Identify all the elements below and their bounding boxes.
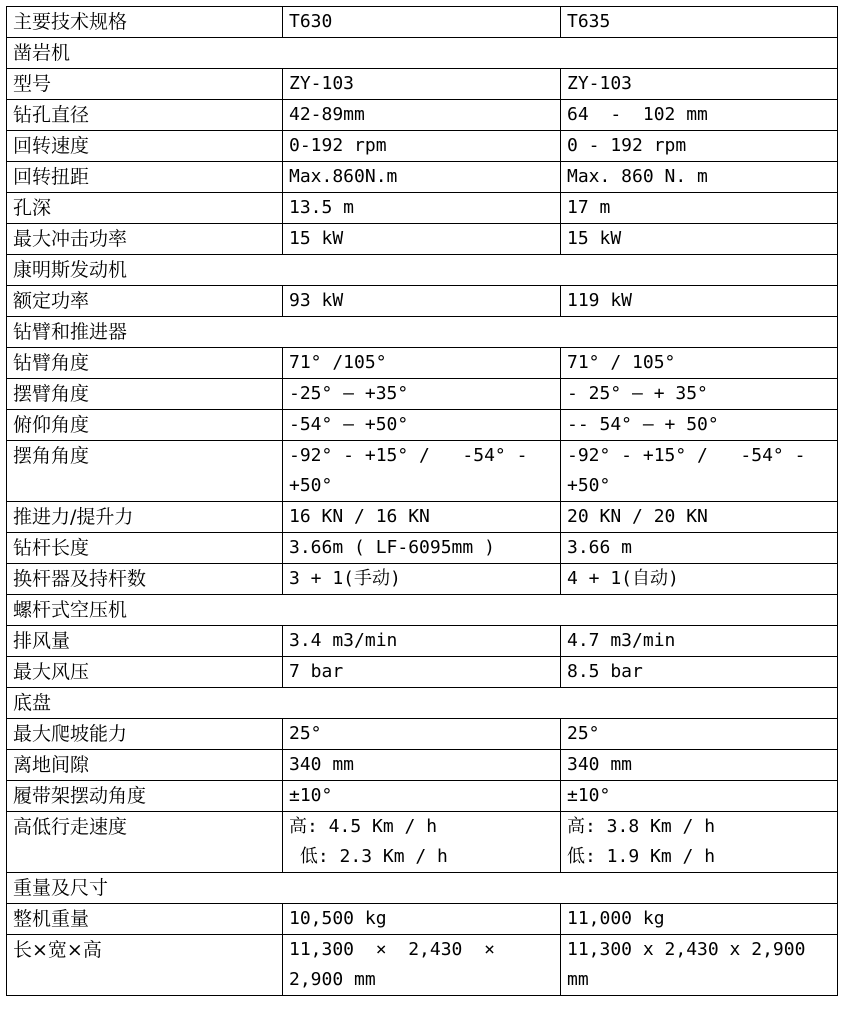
row-label: 型号 [7, 69, 283, 100]
row-label: 高低行走速度 [7, 812, 283, 873]
value-t630: 3.4 m3/min [283, 626, 561, 657]
row-label: 履带架摆动角度 [7, 781, 283, 812]
table-row [7, 564, 838, 595]
row-label: 钻臂角度 [7, 348, 283, 379]
value-t635: ±10° [561, 781, 838, 812]
table-row [7, 750, 838, 781]
header-row [7, 7, 838, 38]
table-row [7, 719, 838, 750]
value-t635: 4 + 1(自动) [561, 564, 838, 595]
row-label: 长×宽×高 [7, 935, 283, 996]
value-t635: -92° - +15° / -54° - +50° [561, 441, 838, 502]
row-label: 额定功率 [7, 286, 283, 317]
table-row [7, 657, 838, 688]
value-t630: 11,300 × 2,430 × 2,900 mm [283, 935, 561, 996]
value-t630: 16 KN / 16 KN [283, 502, 561, 533]
row-label: 整机重量 [7, 904, 283, 935]
section-title: 重量及尺寸 [7, 873, 838, 904]
table-row [7, 162, 838, 193]
table-row [7, 193, 838, 224]
value-t630: 15 kW [283, 224, 561, 255]
section-header [7, 255, 838, 286]
row-label: 离地间隙 [7, 750, 283, 781]
value-t635: 17 m [561, 193, 838, 224]
value-t635: 8.5 bar [561, 657, 838, 688]
value-t630: 13.5 m [283, 193, 561, 224]
value-t630: Max.860N.m [283, 162, 561, 193]
section-header [7, 688, 838, 719]
value-t630: 340 mm [283, 750, 561, 781]
value-t635: 0 - 192 rpm [561, 131, 838, 162]
table-row [7, 533, 838, 564]
value-t635: ZY-103 [561, 69, 838, 100]
row-label: 钻孔直径 [7, 100, 283, 131]
value-t635: -- 54° — + 50° [561, 410, 838, 441]
row-label: 回转扭距 [7, 162, 283, 193]
row-label: 摆角角度 [7, 441, 283, 502]
value-t635: 25° [561, 719, 838, 750]
value-t630: 3.66m ( LF-6095mm ) [283, 533, 561, 564]
value-t630: -92° - +15° / -54° - +50° [283, 441, 561, 502]
model-t635: T635 [561, 7, 838, 38]
value-t630: 93 kW [283, 286, 561, 317]
spec-table-body [7, 7, 838, 996]
section-header [7, 873, 838, 904]
row-label: 回转速度 [7, 131, 283, 162]
value-t635: - 25° — + 35° [561, 379, 838, 410]
row-label: 最大冲击功率 [7, 224, 283, 255]
value-t630: 7 bar [283, 657, 561, 688]
value-t630: 10,500 kg [283, 904, 561, 935]
table-row [7, 224, 838, 255]
header-label: 主要技术规格 [7, 7, 283, 38]
table-row [7, 781, 838, 812]
table-row [7, 935, 838, 996]
value-t635: 20 KN / 20 KN [561, 502, 838, 533]
row-label: 摆臂角度 [7, 379, 283, 410]
table-row [7, 502, 838, 533]
table-row [7, 626, 838, 657]
row-label: 最大爬坡能力 [7, 719, 283, 750]
value-t630: -25° — +35° [283, 379, 561, 410]
row-label: 排风量 [7, 626, 283, 657]
value-t635: 340 mm [561, 750, 838, 781]
value-t630: ±10° [283, 781, 561, 812]
value-t630: ZY-103 [283, 69, 561, 100]
value-t635: 11,300 x 2,430 x 2,900 mm [561, 935, 838, 996]
value-t635: 11,000 kg [561, 904, 838, 935]
value-t630: 高: 4.5 Km / h 低: 2.3 Km / h [283, 812, 561, 873]
value-t635: 71° / 105° [561, 348, 838, 379]
value-t635: 高: 3.8 Km / h 低: 1.9 Km / h [561, 812, 838, 873]
section-title: 康明斯发动机 [7, 255, 838, 286]
model-t630: T630 [283, 7, 561, 38]
section-title: 底盘 [7, 688, 838, 719]
row-label: 最大风压 [7, 657, 283, 688]
value-t635: 4.7 m3/min [561, 626, 838, 657]
section-title: 钻臂和推进器 [7, 317, 838, 348]
table-row [7, 348, 838, 379]
value-t630: 25° [283, 719, 561, 750]
table-row [7, 379, 838, 410]
row-label: 钻杆长度 [7, 533, 283, 564]
table-row [7, 812, 838, 873]
value-t635: 119 kW [561, 286, 838, 317]
spec-table [6, 6, 838, 996]
row-label: 孔深 [7, 193, 283, 224]
section-title: 螺杆式空压机 [7, 595, 838, 626]
value-t635: 3.66 m [561, 533, 838, 564]
section-header [7, 595, 838, 626]
section-header [7, 38, 838, 69]
value-t635: 15 kW [561, 224, 838, 255]
value-t630: 3 + 1(手动) [283, 564, 561, 595]
row-label: 推进力/提升力 [7, 502, 283, 533]
value-t630: 0-192 rpm [283, 131, 561, 162]
value-t635: 64 - 102 mm [561, 100, 838, 131]
value-t630: -54° — +50° [283, 410, 561, 441]
row-label: 换杆器及持杆数 [7, 564, 283, 595]
table-row [7, 100, 838, 131]
table-row [7, 286, 838, 317]
row-label: 俯仰角度 [7, 410, 283, 441]
table-row [7, 441, 838, 502]
value-t630: 71° /105° [283, 348, 561, 379]
table-row [7, 69, 838, 100]
table-row [7, 904, 838, 935]
table-row [7, 410, 838, 441]
table-row [7, 131, 838, 162]
section-title: 凿岩机 [7, 38, 838, 69]
value-t630: 42-89mm [283, 100, 561, 131]
value-t635: Max. 860 N. m [561, 162, 838, 193]
section-header [7, 317, 838, 348]
